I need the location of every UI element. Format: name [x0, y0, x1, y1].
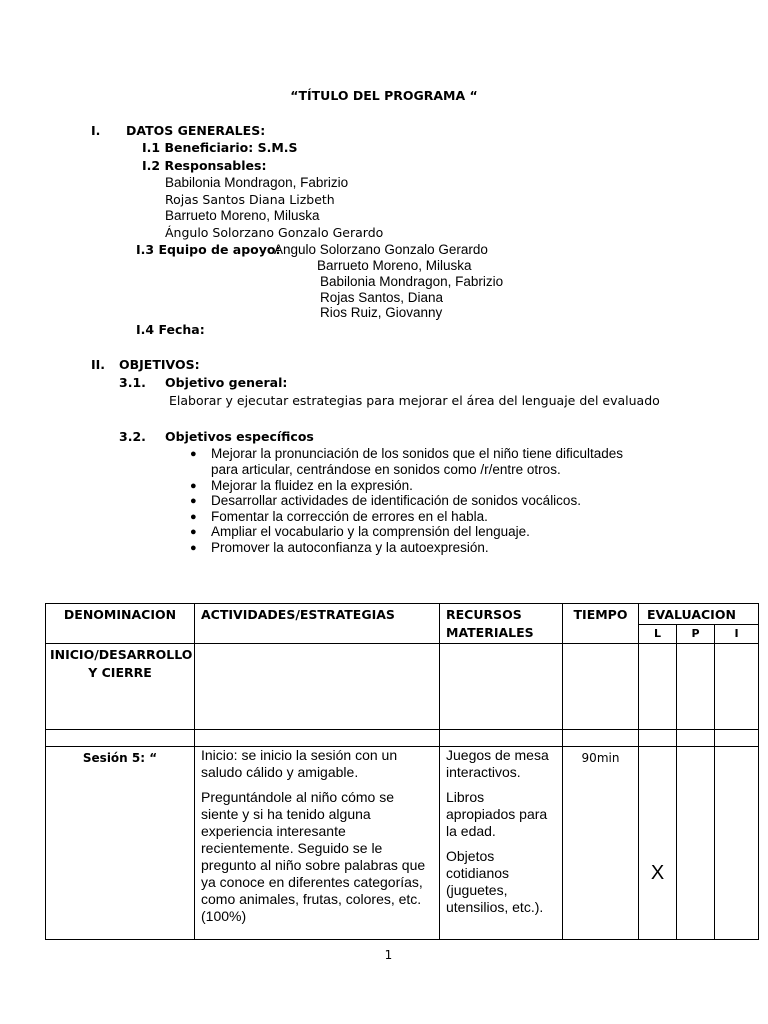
- equipo-3: Babilonia Mondragon, Fabrizio: [320, 274, 504, 289]
- session-tiempo: 90min: [563, 747, 639, 940]
- beneficiario-label: I.1 Beneficiario: S.M.S: [142, 140, 298, 155]
- section-1-heading: DATOS GENERALES:: [126, 123, 266, 138]
- section-2-heading: OBJETIVOS:: [119, 357, 200, 372]
- responsable-1: Babilonia Mondragon, Fabrizio: [165, 175, 349, 190]
- section-1-numeral: I.: [91, 123, 101, 138]
- table-row: [46, 730, 759, 747]
- empty-cell: [677, 644, 715, 730]
- bullet-1: ●: [190, 448, 197, 460]
- objetivo-general-number: 3.1.: [119, 375, 146, 390]
- objetivos-especificos-label: Objetivos específicos: [165, 429, 314, 444]
- equipo-2: Barrueto Moreno, Miluska: [317, 258, 472, 273]
- equipo-label: I.3 Equipo de apoyo:: [136, 242, 281, 257]
- equipo-4: Rojas Santos, Diana: [320, 290, 444, 305]
- responsables-label: I.2 Responsables:: [142, 158, 267, 173]
- header-tiempo: TIEMPO: [563, 604, 639, 644]
- responsable-4: Ángulo Solorzano Gonzalo Gerardo: [165, 225, 384, 240]
- empty-cell: [195, 644, 440, 730]
- bullet-6: ●: [190, 542, 197, 554]
- bullet-5: ●: [190, 526, 197, 538]
- objetivo-especifico-1: Mejorar la pronunciación de los sonidos que el niño tiene dificultades: [211, 446, 624, 461]
- header-eval-l: L: [639, 625, 677, 644]
- document-title: “TÍTULO DEL PROGRAMA “: [290, 88, 478, 103]
- recurso-1: Juegos de mesa interactivos.: [446, 747, 549, 780]
- bullet-3: ●: [190, 495, 197, 507]
- session-recursos: [440, 747, 563, 940]
- equipo-1: Angulo Solorzano Gonzalo Gerardo: [274, 242, 488, 257]
- empty-cell: [639, 730, 677, 747]
- empty-cell: [440, 730, 563, 747]
- empty-cell: [563, 644, 639, 730]
- table-row: [46, 644, 759, 730]
- equipo-5: Rios Ruiz, Giovanny: [320, 305, 443, 320]
- empty-cell: [715, 644, 759, 730]
- header-recursos: RECURSOS MATERIALES: [440, 604, 563, 644]
- actividad-paragraph-1: Inicio: se inicio la sesión con un saludo cálido y amigable.: [201, 747, 398, 780]
- empty-cell: [195, 730, 440, 747]
- objetivo-especifico-3: Desarrollar actividades de identificación de sonidos vocálicos.: [211, 493, 581, 508]
- empty-cell: [715, 730, 759, 747]
- section-2-numeral: II.: [91, 357, 106, 372]
- fecha-label: I.4 Fecha:: [136, 322, 205, 337]
- header-eval-p: P: [677, 625, 715, 644]
- objetivo-especifico-6: Promover la autoconfianza y la autoexpresión.: [211, 540, 489, 555]
- actividad-paragraph-2: Preguntándole al niño cómo se siente y si ha tenido alguna experiencia interesante recientemente. Seguido se le pregunto al niño sobre palabras que ya conoce en diferentes categorías, como animales, frutas, colores, etc. (100%): [201, 789, 426, 924]
- objetivo-general-label: Objetivo general:: [165, 375, 288, 390]
- empty-cell: [677, 730, 715, 747]
- objetivo-especifico-2: Mejorar la fluidez en la expresión.: [211, 478, 413, 493]
- header-actividades: ACTIVIDADES/ESTRATEGIAS: [195, 604, 440, 644]
- session-eval-l: X: [639, 747, 677, 940]
- row-denominacion-inicio: INICIO/DESARROLLO Y CIERRE: [46, 644, 195, 730]
- empty-cell: [563, 730, 639, 747]
- empty-cell: [440, 644, 563, 730]
- page-number: 1: [384, 948, 393, 962]
- empty-cell: [46, 730, 195, 747]
- program-table: [45, 603, 759, 940]
- table-row: [46, 747, 759, 940]
- bullet-4: ●: [190, 511, 197, 523]
- session-actividades: [195, 747, 440, 940]
- objetivo-general-text: Elaborar y ejecutar estrategias para mejorar el área del lenguaje del evaluado: [169, 393, 660, 408]
- objetivos-especificos-number: 3.2.: [119, 429, 146, 444]
- header-evaluacion: EVALUACION: [639, 604, 759, 625]
- empty-cell: [639, 644, 677, 730]
- recurso-3: Objetos cotidianos (juguetes, utensilios, etc.).: [446, 848, 544, 915]
- session-eval-p: [677, 747, 715, 940]
- bullet-2: ●: [190, 480, 197, 492]
- objetivo-especifico-1-cont: para articular, centrándose en sonidos como /r/entre otros.: [211, 462, 561, 477]
- session-eval-i: [715, 747, 759, 940]
- objetivo-especifico-4: Fomentar la corrección de errores en el habla.: [211, 509, 488, 524]
- session-denominacion: Sesión 5: “: [46, 747, 195, 940]
- recurso-2: Libros apropiados para la edad.: [446, 789, 548, 839]
- responsable-3: Barrueto Moreno, Miluska: [165, 208, 320, 223]
- responsable-2: Rojas Santos Diana Lizbeth: [165, 192, 335, 207]
- header-denominacion: DENOMINACION: [46, 604, 195, 644]
- objetivo-especifico-5: Ampliar el vocabulario y la comprensión del lenguaje.: [211, 524, 530, 539]
- header-eval-i: I: [715, 625, 759, 644]
